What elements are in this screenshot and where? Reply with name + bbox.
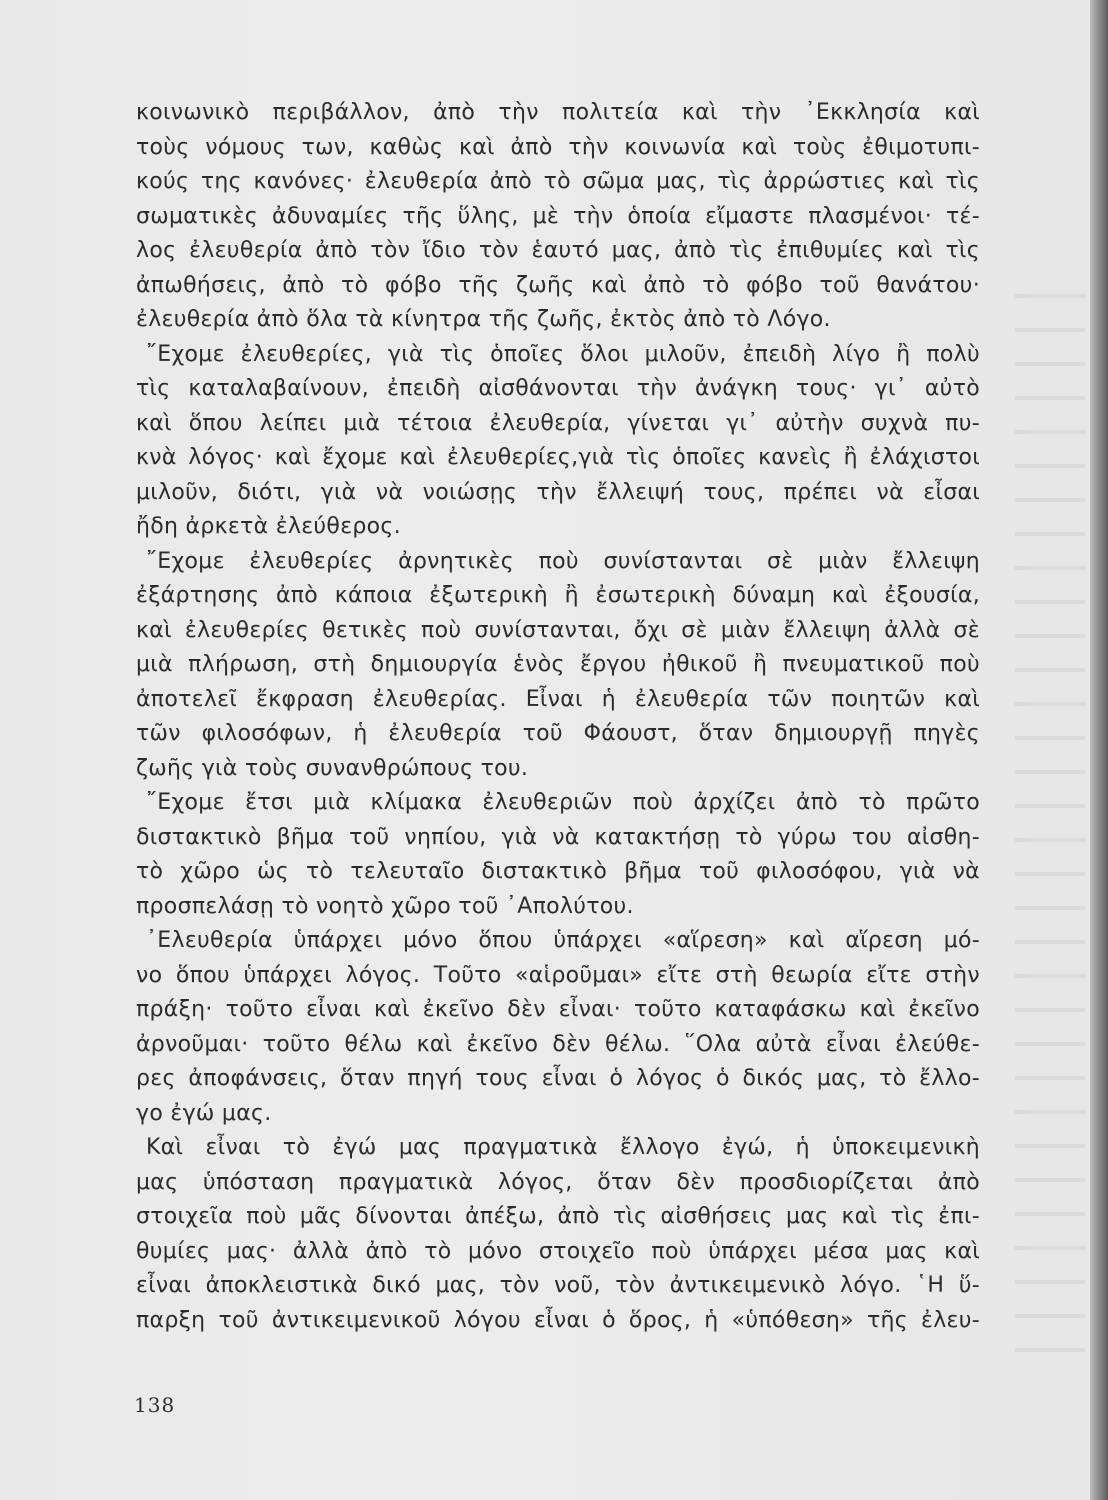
text-line: ἐξάρτησης ἀπὸ κάποια ἐξωτερικὴ ἢ ἐσωτερικὴ δύναμη καὶ ἐξουσία,	[136, 583, 980, 608]
text-line: νο ὅπου ὑπάρχει λόγος. Τοῦτο «αἱροῦμαι» εἴτε στὴ θεωρία εἴτε στὴν	[136, 962, 980, 988]
text-line: θυμίες μας· ἀλλὰ ἀπὸ τὸ μόνο στοιχεῖο ποὺ ὑπάρχει μέσα μας καὶ	[136, 1238, 980, 1264]
text-line: κούς της κανόνες· ἐλευθερία ἀπὸ τὸ σῶμα μας, τὶς ἀρρώστιες καὶ τὶς	[136, 169, 980, 194]
text-line: ρες ἀποφάνσεις, ὅταν πηγή τους εἶναι ὁ λόγος ὁ δικός μας, τὸ ἔλλο-	[136, 1066, 980, 1091]
text-line: κοινωνικὸ περιβάλλον, ἀπὸ τὴν πολιτεία καὶ τὴν ᾿Εκκλησία καὶ	[136, 100, 980, 125]
text-line: τὶς καταλαβαίνουν, ἐπειδὴ αἰσθάνονται τὴν ἀνάγκη τους· γι᾿ αὐτὸ	[136, 376, 980, 401]
text-line: ἀρνοῦμαι· τοῦτο θέλω καὶ ἐκεῖνο δὲν θέλω. ῞Ολα αὐτὰ εἶναι ἐλεύθε-	[136, 1031, 980, 1057]
text-line: κνὰ λόγος· καὶ ἔχομε καὶ ἐλευθερίες,γιὰ τὶς ὁποῖες κανεὶς ἢ ἐλάχιστοι	[136, 445, 980, 470]
text-line: μας ὑπόσταση πραγματικὰ λόγος, ὅταν δὲν προσδιορίζεται ἀπὸ	[136, 1169, 980, 1195]
text-line: ῎Εχομε ἐλευθερίες, γιὰ τὶς ὁποῖες ὅλοι μιλοῦν, ἐπειδὴ λίγο ἢ πολὺ	[146, 341, 980, 367]
text-line: προσπελάσῃ τὸ νοητὸ χῶρο τοῦ ᾿Απολύτου.	[136, 893, 634, 919]
text-line: ζωῆς γιὰ τοὺς συνανθρώπους του.	[136, 755, 529, 781]
text-line: διστακτικὸ βῆμα τοῦ νηπίου, γιὰ νὰ κατακτήσῃ τὸ γύρω του αἰσθη-	[136, 824, 980, 850]
text-line: ῎Εχομε ἐλευθερίες ἀρνητικὲς ποὺ συνίστανται σὲ μιὰν ἔλλειψη	[146, 548, 980, 574]
text-line: παρξη τοῦ ἀντικειμενικοῦ λόγου εἶναι ὁ ὅρος, ἡ «ὑπόθεση» τῆς ἐλευ-	[136, 1307, 980, 1333]
book-spine-shadow	[1090, 0, 1108, 1500]
body-text	[136, 96, 980, 1338]
text-line: ἐλευθερία ἀπὸ ὅλα τὰ κίνητρα τῆς ζωῆς, ἐκτὸς ἀπὸ τὸ Λόγο.	[136, 307, 831, 332]
page-number: 138	[134, 1393, 176, 1417]
text-line: ἤδη ἀρκετὰ ἐλεύθερος.	[136, 514, 401, 539]
text-line: μιὰ πλήρωση, στὴ δημιουργία ἑνὸς ἔργου ἠθικοῦ ἢ πνευματικοῦ ποὺ	[136, 652, 980, 677]
text-line: μιλοῦν, διότι, γιὰ νὰ νοιώσῃς τὴν ἔλλειψή τους, πρέπει νὰ εἶσαι	[136, 479, 980, 505]
text-line: καὶ ἐλευθερίες θετικὲς ποὺ συνίστανται, ὄχι σὲ μιὰν ἔλλειψη ἀλλὰ σὲ	[136, 617, 980, 643]
text-line: πράξη· τοῦτο εἶναι καὶ ἐκεῖνο δὲν εἶναι· τοῦτο καταφάσκω καὶ ἐκεῖνο	[136, 997, 980, 1022]
text-line: ῎Εχομε ἔτσι μιὰ κλίμακα ἐλευθεριῶν ποὺ ἀρχίζει ἀπὸ τὸ πρῶτο	[146, 790, 980, 815]
text-line: λος ἐλευθερία ἀπὸ τὸν ἴδιο τὸν ἑαυτό μας, ἀπὸ τὶς ἐπιθυμίες καὶ τὶς	[136, 238, 980, 263]
text-line: τὸ χῶρο ὡς τὸ τελευταῖο διστακτικὸ βῆμα τοῦ φιλοσόφου, γιὰ νὰ	[136, 859, 980, 884]
text-line: ᾿Ελευθερία ὑπάρχει μόνο ὅπου ὑπάρχει «αἵρεση» καὶ αἵρεση μό-	[146, 928, 980, 953]
text-line: εἶναι ἀποκλειστικὰ δικό μας, τὸν νοῦ, τὸν ἀντικειμενικὸ λόγο. ῾Η ὕ-	[136, 1273, 980, 1298]
text-line: ἀποτελεῖ ἔκφραση ἐλευθερίας. Εἶναι ἡ ἐλευθερία τῶν ποιητῶν καὶ	[136, 686, 980, 712]
text-line: στοιχεῖα ποὺ μᾶς δίνονται ἀπέξω, ἀπὸ τὶς αἰσθήσεις μας καὶ τὶς ἐπι-	[136, 1204, 980, 1229]
text-line: Καὶ εἶναι τὸ ἐγώ μας πραγματικὰ ἔλλογο ἐγώ, ἡ ὑποκειμενικὴ	[146, 1135, 980, 1160]
text-line: τοὺς νόμους των, καθὼς καὶ ἀπὸ τὴν κοινωνία καὶ τοὺς ἐθιμοτυπι-	[136, 134, 980, 160]
text-line: ἀπωθήσεις, ἀπὸ τὸ φόβο τῆς ζωῆς καὶ ἀπὸ τὸ φόβο τοῦ θανάτου·	[136, 272, 980, 298]
text-line: τῶν φιλοσόφων, ἡ ἐλευθερία τοῦ Φάουστ, ὅταν δημιουργῇ πηγὲς	[136, 721, 980, 746]
text-line: σωματικὲς ἀδυναμίες τῆς ὕλης, μὲ τὴν ὁποία εἴμαστε πλασμένοι· τέ-	[136, 203, 980, 229]
text-line: καὶ ὅπου λείπει μιὰ τέτοια ἐλευθερία, γίνεται γι᾿ αὐτὴν συχνὰ πυ-	[136, 410, 980, 436]
show-through-texture	[1015, 280, 1085, 1380]
text-line: γο ἐγώ μας.	[136, 1100, 272, 1126]
